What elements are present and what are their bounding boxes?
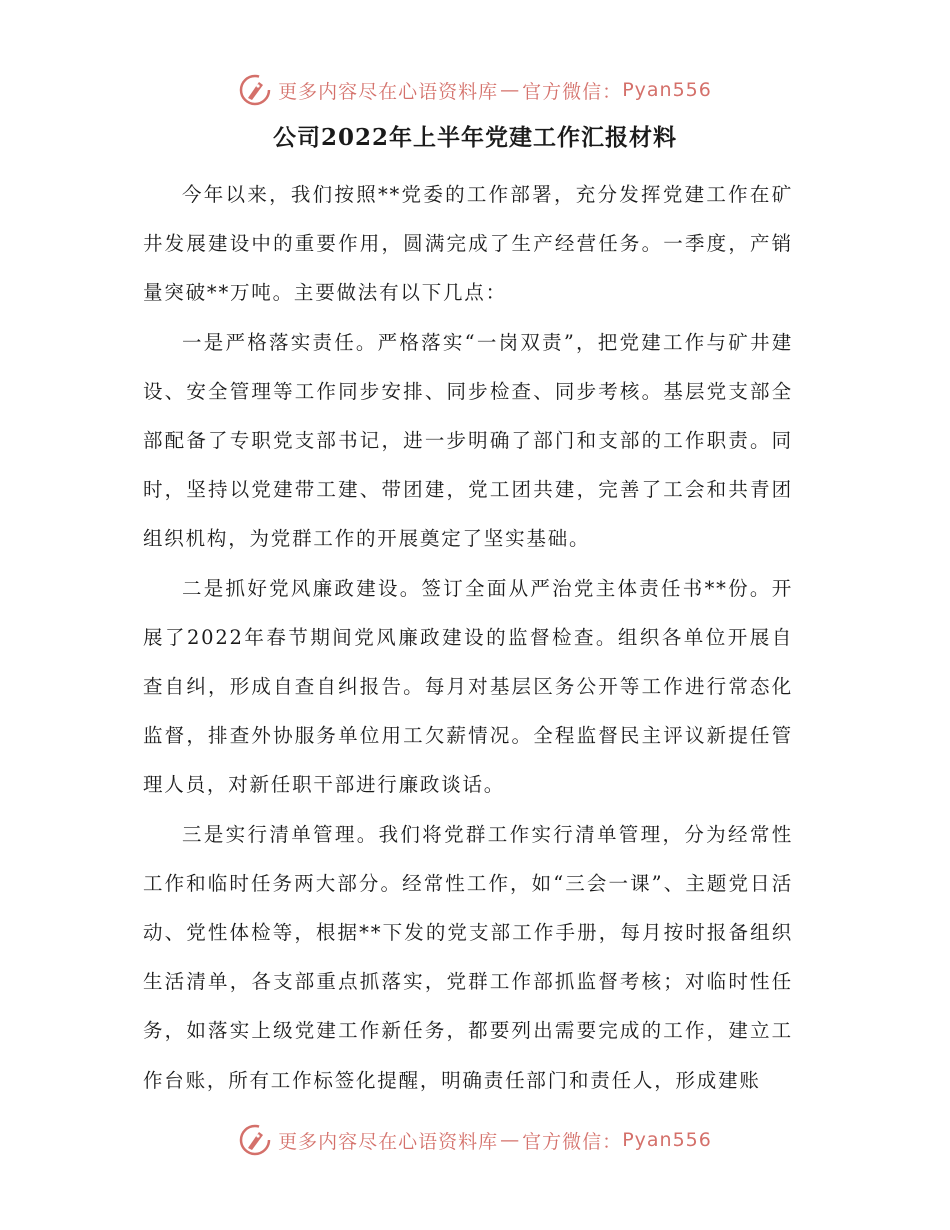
banner-wechat-id: Pyan556 [622,1129,712,1151]
paragraph-responsibility: 一是严格落实责任。严格落实“一岗双责”，把党建工作与矿井建设、安全管理等工作同步安排、同步检查、同步考核。基层党支部全部配备了专职党支部书记，进一步明确了部门和支部的工作职责。同时，坚持以党建带工建、带团建，党工团共建，完善了工会和共青团组织机构，为党群工作的开展奠定了坚实基础。 [143,330,793,551]
banner-promo-text: 更多内容尽在心语资料库 [278,1130,499,1153]
banner-wechat-label: 官方微信： [522,80,623,103]
banner-wechat-id: Pyan556 [622,79,712,101]
paragraph-integrity: 二是抓好党风廉政建设。签订全面从严治党主体责任书**份。开展了2022年春节期间党风廉政建设的监督检查。组织各单位开展自查自纠，形成自查自纠报告。每月对基层区务公开等工作进行常态化监督，排查外协服务单位用工欠薪情况。全程监督民主评议新提任管理人员，对新任职干部进行廉政谈话。 [143,576,793,797]
paragraph-list-management: 三是实行清单管理。我们将党群工作实行清单管理，分为经常性工作和临时任务两大部分。经常性工作，如“三会一课”、主题党日活动、党性体检等，根据**下发的党支部工作手册，每月按时报备组织生活清单，各支部重点抓落实，党群工作部抓监督考核；对临时性任务，如落实上级党建工作新任务，都要列出需要完成的工作，建立工作台账，所有工作标签化提醒，明确责任部门和责任人，形成建账 [143,822,793,1092]
banner-wechat-label: 官方微信： [522,1130,623,1153]
footer-banner [0,1120,950,1160]
document-title: 公司2022年上半年党建工作汇报材料 [272,124,677,151]
header-banner [0,70,950,110]
banner-promo-text: 更多内容尽在心语资料库 [278,80,499,103]
banner-separator: — [500,1129,521,1151]
pen-nib-logo-icon [238,1123,272,1157]
document-body [143,170,793,1105]
pen-nib-logo-icon [238,73,272,107]
paragraph-intro: 今年以来，我们按照**党委的工作部署，充分发挥党建工作在矿井发展建设中的重要作用，圆满完成了生产经营任务。一季度，产销量突破**万吨。主要做法有以下几点： [143,183,793,305]
banner-separator: — [500,79,521,101]
